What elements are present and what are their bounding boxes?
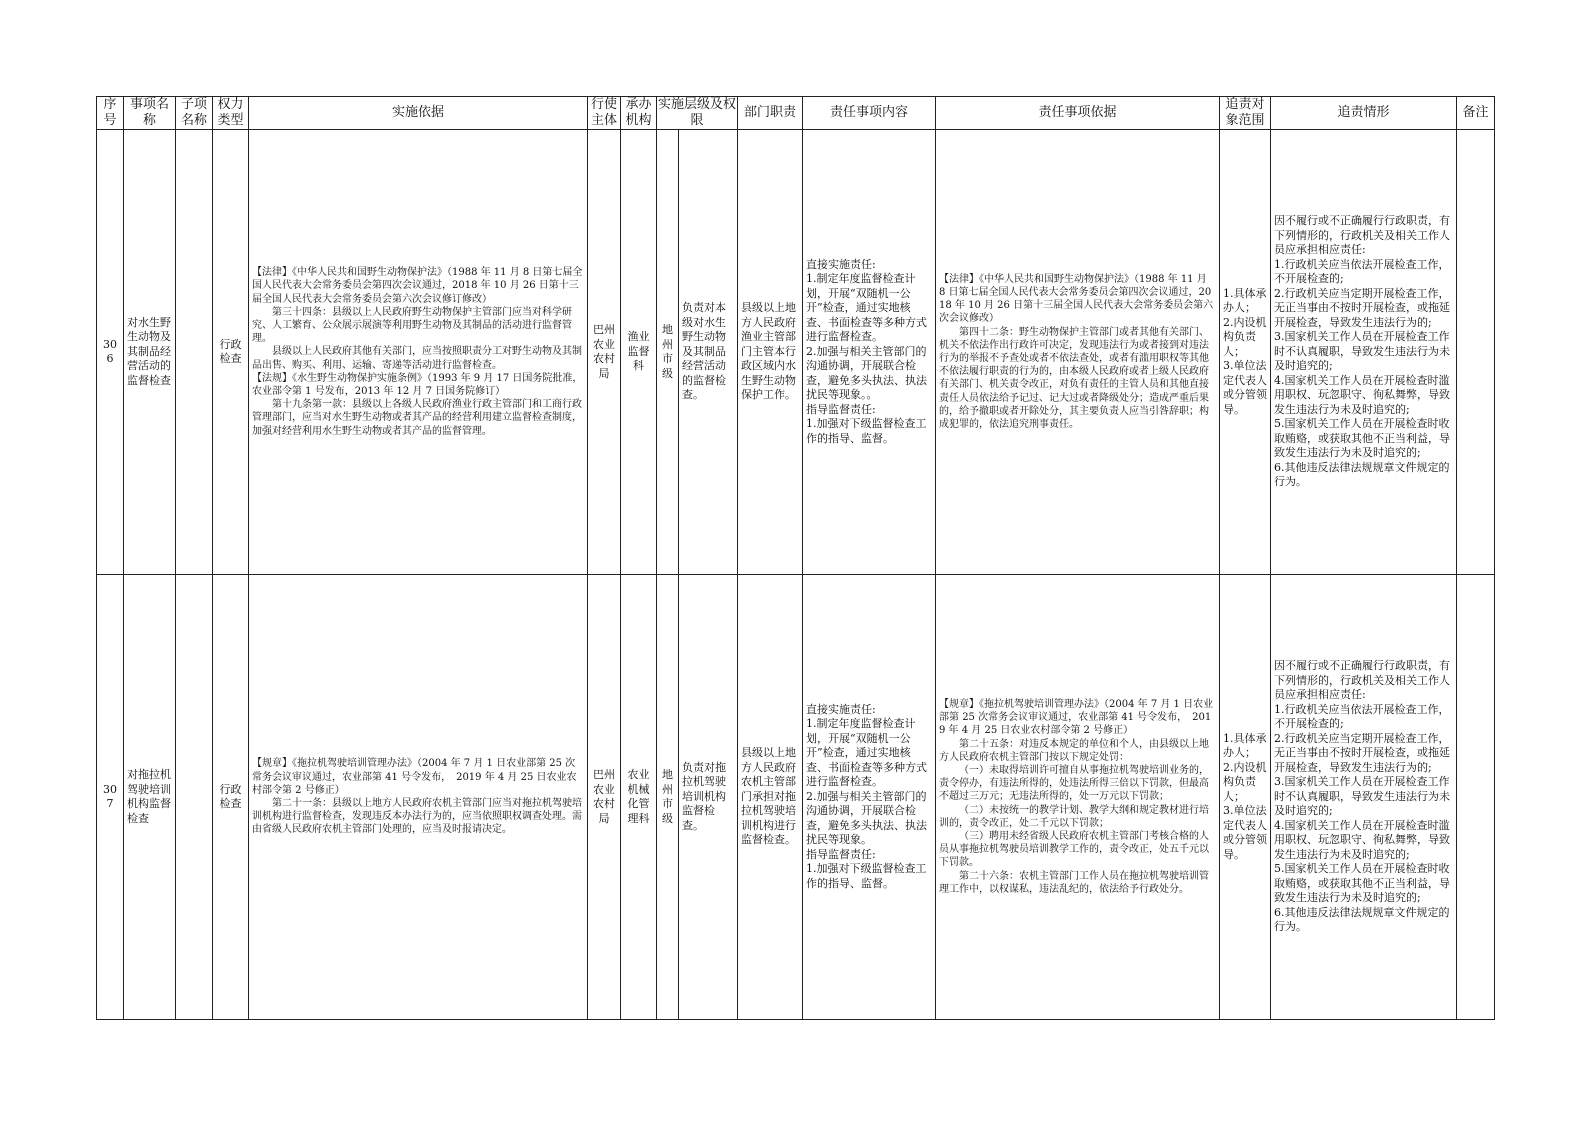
resp-content-line: 1.加强对下级监督检查工作的指导、监督。: [806, 862, 927, 890]
resp-content-line: 1.制定年度监督检查计划，开展“双随机一公开”检查，通过实地核查、书面检查等多种方式进行监督检查。: [806, 717, 928, 789]
situation-line: 3.国家机关工作人员在开展检查工作时不认真履职，导致发生违法行为未及时追究的;: [1274, 330, 1451, 373]
scope-line: 3.单位法定代表人或分管领导。: [1223, 359, 1268, 416]
cell-basis: [249, 575, 588, 1020]
cell-seq: 306: [97, 130, 124, 575]
resp-basis-line: 第二十五条：对违反本规定的单位和个人，由县级以上地方人民政府农机主管部门按以下规定处罚：: [939, 738, 1210, 763]
cell-authority: 负责对本级对水生野生动物及其制品经营活动的监督检查。: [679, 130, 738, 575]
situation-line: 6.其他违反法律法规规章文件规定的行为。: [1274, 905, 1450, 934]
scope-line: 2.内设机构负责人；: [1223, 760, 1267, 803]
table-row-306: [97, 130, 1495, 575]
cell-office: 农业机械化管理科: [621, 575, 657, 1020]
cell-item-name: 对水生野生动物及其制品经营活动的监督检查: [124, 130, 176, 575]
header-row: [97, 97, 1495, 130]
scope-line: 2.内设机构负责人；: [1223, 315, 1267, 358]
basis-line: 第三十四条：县级以上人民政府野生动物保护主管部门应当对科学研究、人工繁育、公众展示展演等利用野生动物及其制品的活动进行监督管理。: [252, 306, 572, 345]
cell-scope: [1220, 130, 1271, 575]
power-list-table: [96, 96, 1495, 1020]
situation-line: 1.行政机关应当依法开展检查工作，不开展检查的;: [1274, 702, 1450, 731]
header-resp-basis: 责任事项依据: [936, 97, 1220, 130]
situation-line: 5.国家机关工作人员在开展检查时收取贿赂，或获取其他不正当利益，导致发生违法行为未及时追究的;: [1274, 862, 1451, 905]
resp-content-line: 2.加强与相关主管部门的沟通协调，开展联合检查，避免多头执法、执法扰民等现象。。: [806, 344, 928, 402]
header-resp-content: 责任事项内容: [803, 97, 936, 130]
resp-basis-line: 【法律】《中华人民共和国野生动物保护法》（1988 年 11 月 8 日第七届全国人民代表大会常务委员会第四次会议通过，2018 年 10 月 26 日第十三届全国人民代表大会常务委员会第六次会议修改）: [939, 273, 1214, 325]
situation-line: 1.行政机关应当依法开展检查工作，不开展检查的;: [1274, 257, 1450, 286]
cell-office: 渔业监督科: [621, 130, 657, 575]
cell-power-type: 行政检查: [213, 575, 249, 1020]
resp-basis-line: 【规章】《拖拉机驾驶培训管理办法》（2004 年 7 月 1 日农业部第 25 次常务会议审议通过，农业部第 41 号令发布， 2019 年 4 月 25 日农业农村部令第 2 号修正）: [939, 698, 1214, 737]
basis-line: 【法规】《水生野生动物保护实施条例》（1993 年 9 月 17 日国务院批准，农业部令第 1 号发布，2013 年 12 月 7 日国务院修订）: [252, 372, 583, 397]
cell-situation: [1271, 130, 1457, 575]
resp-content-line: 直接实施责任:: [806, 702, 876, 716]
cell-power-type: 行政检查: [213, 130, 249, 575]
resp-content-line: 1.加强对下级监督检查工作的指导、监督。: [806, 417, 927, 445]
header-seq: 序号: [97, 97, 124, 130]
scope-line: 1.具体承办人；: [1223, 731, 1267, 760]
header-level: 实施层级及权限: [658, 97, 737, 128]
resp-basis-line: 第四十二条：野生动物保护主管部门或者其他有关部门、机关不依法作出行政许可决定，发现违法行为或者接到对违法行为的举报不予查处或者不依法查处，或者有滥用职权等其他不依法履行职责的行为的，由本级人民政府或者上级人民政府有关部门、机关责令改正，对负有责任的主管人员和其他直接责任人员依法给予记过、记大过或者降级处分；造成严重后果的，给予撤职或者开除处分，其主要负责人应当引咎辞职；构成犯罪的，依法追究刑事责任。: [939, 326, 1210, 431]
resp-content-line: 直接实施责任:: [806, 257, 876, 271]
cell-duty: 县级以上地方人民政府农机主管部门承担对拖拉机驾驶培训机构进行监督检查。: [738, 575, 803, 1020]
basis-line: 第十九条第一款：县级以上各级人民政府渔业行政主管部门和工商行政管理部门，应当对水生野生动物或者其产品的经营利用建立监督检查制度，加强对经营利用水生野生动物或者其产品的监督管理。: [252, 399, 582, 437]
resp-content-line: 指导监督责任:: [806, 402, 876, 416]
cell-item-name: 对拖拉机驾驶培训机构监督检查: [124, 575, 176, 1020]
cell-seq: 307: [97, 575, 124, 1020]
header-power-type: 权力类型: [213, 97, 249, 130]
scope-line: 1.具体承办人；: [1223, 286, 1267, 315]
situation-line: 3.国家机关工作人员在开展检查工作时不认真履职，导致发生违法行为未及时追究的;: [1274, 775, 1451, 818]
cell-subject: 巴州农业农村局: [588, 575, 621, 1020]
resp-content-line: 1.制定年度监督检查计划，开展“双随机一公开”检查，通过实地核查、书面检查等多种方式进行监督检查。: [806, 272, 928, 344]
cell-level: 地州市级: [657, 575, 679, 1020]
header-item-name: 事项名称: [124, 97, 176, 130]
resp-content-line: 2.加强与相关主管部门的沟通协调，开展联合检查，避免多头执法、执法扰民等现象。: [806, 789, 928, 847]
cell-duty: 县级以上地方人民政府渔业主管部门主管本行政区域内水生野生动物保护工作。: [738, 130, 803, 575]
basis-line: 第二十一条：县级以上地方人民政府农机主管部门应当对拖拉机驾驶培训机构进行监督检查，发现违反本办法行为的，应当依照职权调查处理。需由省级人民政府农机主管部门处理的，应当及时报请决定。: [252, 798, 582, 836]
header-sub-name: 子项名称: [176, 97, 213, 130]
resp-basis-line: （一）未取得培训许可擅自从事拖拉机驾驶培训业务的，责令停办，有违法所得的，处违法所得三倍以下罚款，但最高不超过三万元；无违法所得的，处一万元以下罚款；: [939, 764, 1210, 803]
situation-line: 5.国家机关工作人员在开展检查时收取贿赂，或获取其他不正当利益，导致发生违法行为未及时追究的;: [1274, 417, 1451, 460]
cell-resp-content: [803, 575, 936, 1020]
table-row-307: [97, 575, 1495, 1020]
situation-line: 4.国家机关工作人员在开展检查时滥用职权、玩忽职守、徇私舞弊，导致发生违法行为未及时追究的;: [1274, 818, 1451, 861]
basis-line: 县级以上人民政府其他有关部门，应当按照职责分工对野生动物及其制品出售、购买、利用、运输、寄递等活动进行监督检查。: [252, 346, 582, 371]
cell-sub-name: [176, 130, 213, 575]
cell-resp-basis: [936, 130, 1220, 575]
header-duty: 部门职责: [738, 97, 803, 130]
resp-basis-line: （三）聘用未经省级人民政府农机主管部门考核合格的人员从事拖拉机驾驶员培训教学工作的，责令改正，处五千元以下罚款。: [939, 831, 1210, 869]
resp-basis-line: 第二十六条：农机主管部门工作人员在拖拉机驾驶培训管理工作中，以权谋私，违法乱纪的，依法给予行政处分。: [939, 870, 1210, 895]
cell-resp-basis: [936, 575, 1220, 1020]
header-basis: 实施依据: [249, 97, 588, 130]
situation-line: 因不履行或不正确履行行政职责，有下列情形的，行政机关及相关工作人员应承担相应责任:: [1274, 659, 1451, 702]
resp-basis-line: （二）未按统一的教学计划、教学大纲和规定教材进行培训的，责令改正，处二千元以下罚款；: [939, 804, 1210, 829]
situation-line: 2.行政机关应当定期开展检查工作，无正当事由不按时开展检查，或拖延开展检查，导致发生违法行为的;: [1274, 286, 1451, 329]
header-subject: 行使主体: [588, 97, 621, 130]
cell-scope: [1220, 575, 1271, 1020]
situation-line: 2.行政机关应当定期开展检查工作，无正当事由不按时开展检查，或拖延开展检查，导致发生违法行为的;: [1274, 731, 1451, 774]
basis-line: 【法律】《中华人民共和国野生动物保护法》（1988 年 11 月 8 日第七届全国人民代表大会常务委员会第四次会议通过，2018 年 10 月 26 日第十三届全国人民代表大会常务委员会第六次会议修订修改）: [252, 267, 583, 305]
cell-resp-content: [803, 130, 936, 575]
situation-line: 4.国家机关工作人员在开展检查时滥用职权、玩忽职守、徇私舞弊，导致发生违法行为未及时追究的;: [1274, 373, 1451, 416]
header-office: 承办机构: [621, 97, 657, 130]
resp-content-line: 指导监督责任:: [806, 847, 876, 861]
cell-sub-name: [176, 575, 213, 1020]
cell-level: 地州市级: [657, 130, 679, 575]
basis-line: 【规章】《拖拉机驾驶培训管理办法》（2004 年 7 月 1 日农业部第 25 次常务会议审议通过，农业部第 41 号令发布， 2019 年 4 月 25 日农业农村部令第 2 号修正）: [252, 758, 577, 796]
cell-remark: [1457, 575, 1495, 1020]
situation-line: 因不履行或不正确履行行政职责，有下列情形的，行政机关及相关工作人员应承担相应责任:: [1274, 214, 1451, 257]
header-situation: 追责情形: [1271, 97, 1457, 130]
cell-authority: 负责对拖拉机驾驶培训机构监督检查。: [679, 575, 738, 1020]
cell-subject: 巴州农业农村局: [588, 130, 621, 575]
cell-basis: [249, 130, 588, 575]
header-scope: 追责对象范围: [1220, 97, 1271, 130]
cell-remark: [1457, 130, 1495, 575]
situation-line: 6.其他违反法律法规规章文件规定的行为。: [1274, 460, 1450, 489]
header-remark: 备注: [1457, 97, 1495, 130]
scope-line: 3.单位法定代表人或分管领导。: [1223, 804, 1268, 861]
cell-situation: [1271, 575, 1457, 1020]
